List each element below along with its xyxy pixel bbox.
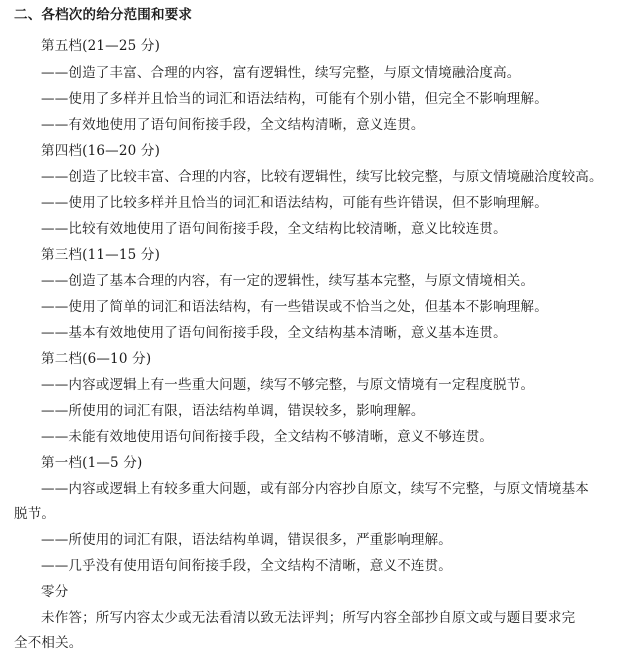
- tier-5-title: 第五档(21—25 分): [41, 38, 161, 54]
- tier-5-item-2: ——使用了多样并且恰当的词汇和语法结构，可能有个别小错，但完全不影响理解。: [41, 91, 548, 107]
- tier-1-title: 第一档(1—5 分): [41, 455, 143, 471]
- tier-2-item-1: ——内容或逻辑上有一些重大问题，续写不够完整，与原文情境有一定程度脱节。: [41, 377, 535, 393]
- section-title: 二、各档次的给分范围和要求: [14, 7, 193, 23]
- tier-3-item-3: ——基本有效地使用了语句间衔接手段，全文结构基本清晰，意义基本连贯。: [41, 325, 507, 341]
- tier-4-title: 第四档(16—20 分): [41, 143, 161, 159]
- zero-score-text-1: 未作答；所写内容太少或无法看清以致无法评判；所写内容全部抄自原文或与题目要求完: [41, 610, 576, 626]
- tier-1-item-2: ——所使用的词汇有限，语法结构单调，错误很多，严重影响理解。: [41, 532, 452, 548]
- tier-5-item-3: ——有效地使用了语句间衔接手段，全文结构清晰，意义连贯。: [41, 117, 425, 133]
- zero-score-text-2: 全不相关。: [14, 635, 83, 651]
- tier-2-title: 第二档(6—10 分): [41, 351, 152, 367]
- zero-score-title: 零分: [41, 584, 69, 600]
- tier-4-item-2: ——使用了比较多样并且恰当的词汇和语法结构，可能有些许错误，但不影响理解。: [41, 195, 548, 211]
- tier-4-item-3: ——比较有效地使用了语句间衔接手段，全文结构比较清晰，意义比较连贯。: [41, 221, 507, 237]
- tier-4-item-1: ——创造了比较丰富、合理的内容，比较有逻辑性，续写比较完整，与原文情境融洽度较高。: [41, 169, 603, 185]
- tier-5-item-1: ——创造了丰富、合理的内容，富有逻辑性，续写完整，与原文情境融洽度高。: [41, 65, 521, 81]
- tier-1-item-3: ——几乎没有使用语句间衔接手段，全文结构不清晰，意义不连贯。: [41, 558, 452, 574]
- tier-3-item-2: ——使用了简单的词汇和语法结构，有一些错误或不恰当之处，但基本不影响理解。: [41, 299, 548, 315]
- tier-3-title: 第三档(11—15 分): [41, 247, 161, 263]
- tier-1-item-1-continued: 脱节。: [14, 506, 56, 522]
- tier-2-item-3: ——未能有效地使用语句间衔接手段，全文结构不够清晰，意义不够连贯。: [41, 429, 494, 445]
- tier-2-item-2: ——所使用的词汇有限，语法结构单调，错误较多，影响理解。: [41, 403, 425, 419]
- tier-3-item-1: ——创造了基本合理的内容，有一定的逻辑性，续写基本完整，与原文情境相关。: [41, 273, 535, 289]
- tier-1-item-1: ——内容或逻辑上有较多重大问题，或有部分内容抄自原文，续写不完整，与原文情境基本: [41, 481, 589, 497]
